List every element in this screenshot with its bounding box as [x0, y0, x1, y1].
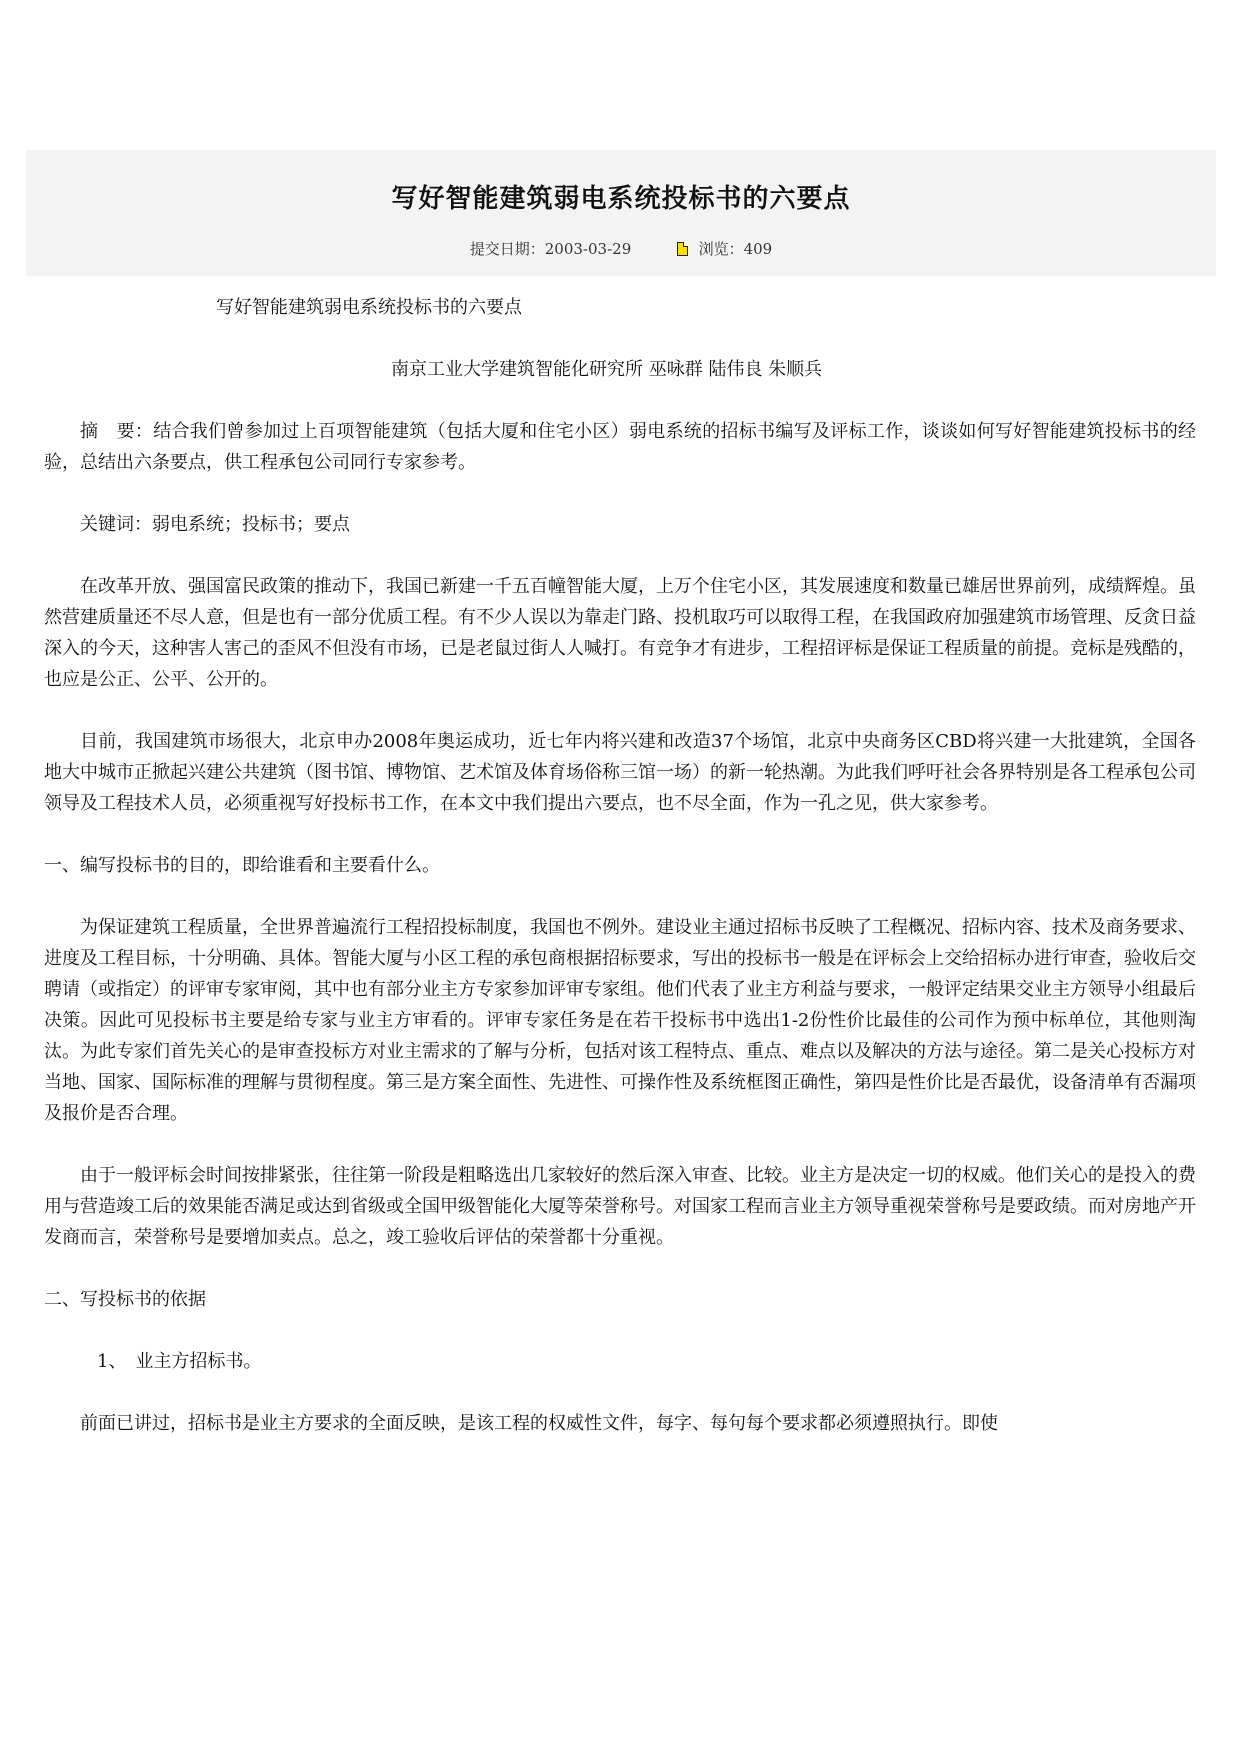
section-heading-2: 二、写投标书的依据	[44, 1289, 206, 1310]
page-title: 写好智能建筑弱电系统投标书的六要点	[391, 184, 851, 214]
paragraph-2: 目前，我国建筑市场很大，北京申办2008年奥运成功，近七年内将兴建和改造37个场馆，北京中央商务区CBD将兴建一大批建筑，全国各地大中城市正掀起兴建公共建筑（图书馆、博物馆、艺术馆及体育场俗称三馆一场）的新一轮热潮。为此我们呼吁社会各界特别是各工程承包公司领导及工程技术人员，必须重视写好投标书工作，在本文中我们提出六要点，也不尽全面，作为一孔之见，供大家参考。	[44, 731, 1196, 814]
submit-date: 提交日期：2003-03-29	[469, 240, 632, 258]
article-subtitle: 写好智能建筑弱电系统投标书的六要点	[216, 297, 522, 318]
paragraph-5: 前面已讲过，招标书是业主方要求的全面反映，是该工程的权威性文件，每字、每句每个要求都必须遵照执行。即使	[80, 1413, 998, 1434]
paragraph-1: 在改革开放、强国富民政策的推动下，我国已新建一千五百幢智能大厦，上万个住宅小区，其发展速度和数量已雄居世界前列，成绩辉煌。虽然营建质量还不尽人意，但是也有一部分优质工程。有不少人误以为靠走门路、投机取巧可以取得工程，在我国政府加强建筑市场管理、反贪日益深入的今天，这种害人害己的歪风不但没有市场，已是老鼠过街人人喊打。有竞争才有进步，工程招评标是保证工程质量的前提。竞标是残酷的，也应是公正、公平、公开的。	[44, 576, 1196, 690]
abstract: 摘 要：结合我们曾参加过上百项智能建筑（包括大厦和住宅小区）弱电系统的招标书编写及评标工作，谈谈如何写好智能建筑投标书的经验，总结出六条要点，供工程承包公司同行专家参考。	[44, 421, 1196, 473]
document-icon	[677, 242, 688, 256]
article-header	[26, 150, 1216, 276]
article-meta	[26, 238, 1216, 259]
article-body	[44, 292, 1196, 1470]
article-authors: 南京工业大学建筑智能化研究所 巫咏群 陆伟良 朱顺兵	[391, 359, 823, 380]
paragraph-4: 由于一般评标会时间按排紧张，往往第一阶段是粗略选出几家较好的然后深入审查、比较。业主方是决定一切的权威。他们关心的是投入的费用与营造竣工后的效果能否满足或达到省级或全国甲级智能化大厦等荣誉称号。对国家工程而言业主方领导重视荣誉称号是要政绩。而对房地产开发商而言，荣誉称号是要增加卖点。总之，竣工验收后评估的荣誉都十分重视。	[44, 1165, 1196, 1248]
section-heading-1: 一、编写投标书的目的，即给谁看和主要看什么。	[44, 855, 440, 876]
paragraph-3: 为保证建筑工程质量，全世界普遍流行工程招投标制度，我国也不例外。建设业主通过招标书反映了工程概况、招标内容、技术及商务要求、进度及工程目标，十分明确、具体。智能大厦与小区工程的承包商根据招标要求，写出的投标书一般是在评标会上交给招标办进行审查，验收后交聘请（或指定）的评审专家审阅，其中也有部分业主方专家参加评审专家组。他们代表了业主方利益与要求，一般评定结果交业主方领导小组最后决策。因此可见投标书主要是给专家与业主方审看的。评审专家任务是在若干投标书中选出1-2份性价比最佳的公司作为预中标单位，其他则淘汰。为此专家们首先关心的是审查投标方对业主需求的了解与分析，包括对该工程特点、重点、难点以及解决的方法与途径。第二是关心投标方对当地、国家、国际标准的理解与贯彻程度。第三是方案全面性、先进性、可操作性及系统框图正确性，第四是性价比是否最优，设备清单有否漏项及报价是否合理。	[44, 917, 1196, 1124]
list-item-1: 1、 业主方招标书。	[97, 1351, 262, 1372]
keywords: 关键词：弱电系统；投标书；要点	[80, 514, 350, 535]
view-count: 浏览：409	[698, 240, 773, 258]
